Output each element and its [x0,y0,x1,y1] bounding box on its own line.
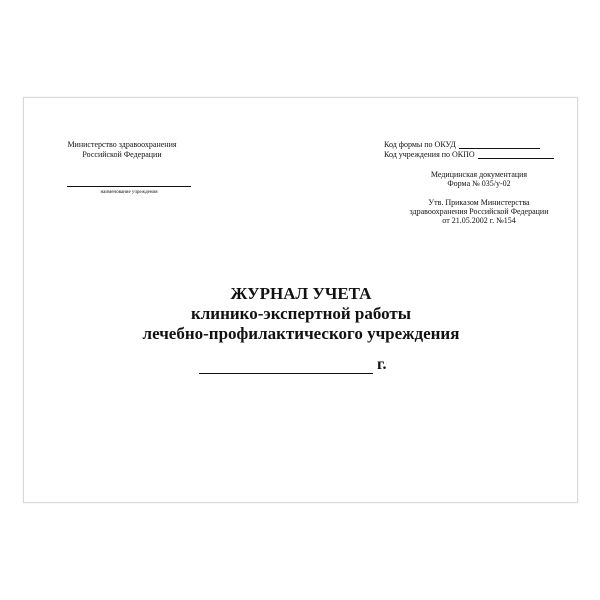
journal-title-line-1: ЖУРНАЛ УЧЕТА [230,284,372,303]
okpo-code-label: Код учреждения по ОКПО [384,150,475,159]
okud-code-row [384,139,554,149]
institution-name-line [67,186,191,187]
okpo-code-line [478,150,554,159]
medical-document-line-1: Медицинская документация [430,170,528,179]
okud-code-label: Код формы по ОКУД [384,140,456,149]
journal-title-line-3: лечебно-профилактического учреждения [142,324,460,343]
journal-title [104,284,498,344]
form-codes-block [384,139,554,159]
approval-order-line-2: здравоохранения Российской Федерации [409,207,549,216]
journal-cover-page [23,97,578,503]
ministry-block [62,140,182,160]
okud-code-line [459,140,540,149]
journal-year-suffix: г. [377,356,387,373]
approval-order-line-3: от 21.05.2002 г. №154 [442,216,516,225]
ministry-line-2: Российской Федерации [82,150,162,159]
medical-document-block [409,170,549,188]
approval-order-line-1: Утв. Приказом Министерства [428,198,530,207]
okpo-code-row [384,149,554,159]
journal-year-row [199,354,419,374]
ministry-line-1: Министерство здравоохранения [67,140,177,149]
institution-name-caption: наименование учреждения [100,190,158,195]
journal-title-line-2: клинико-экспертной работы [190,304,412,323]
journal-year-line [199,358,373,374]
form-number: Форма № 035/у-02 [447,179,511,188]
approval-order-block [409,198,549,225]
